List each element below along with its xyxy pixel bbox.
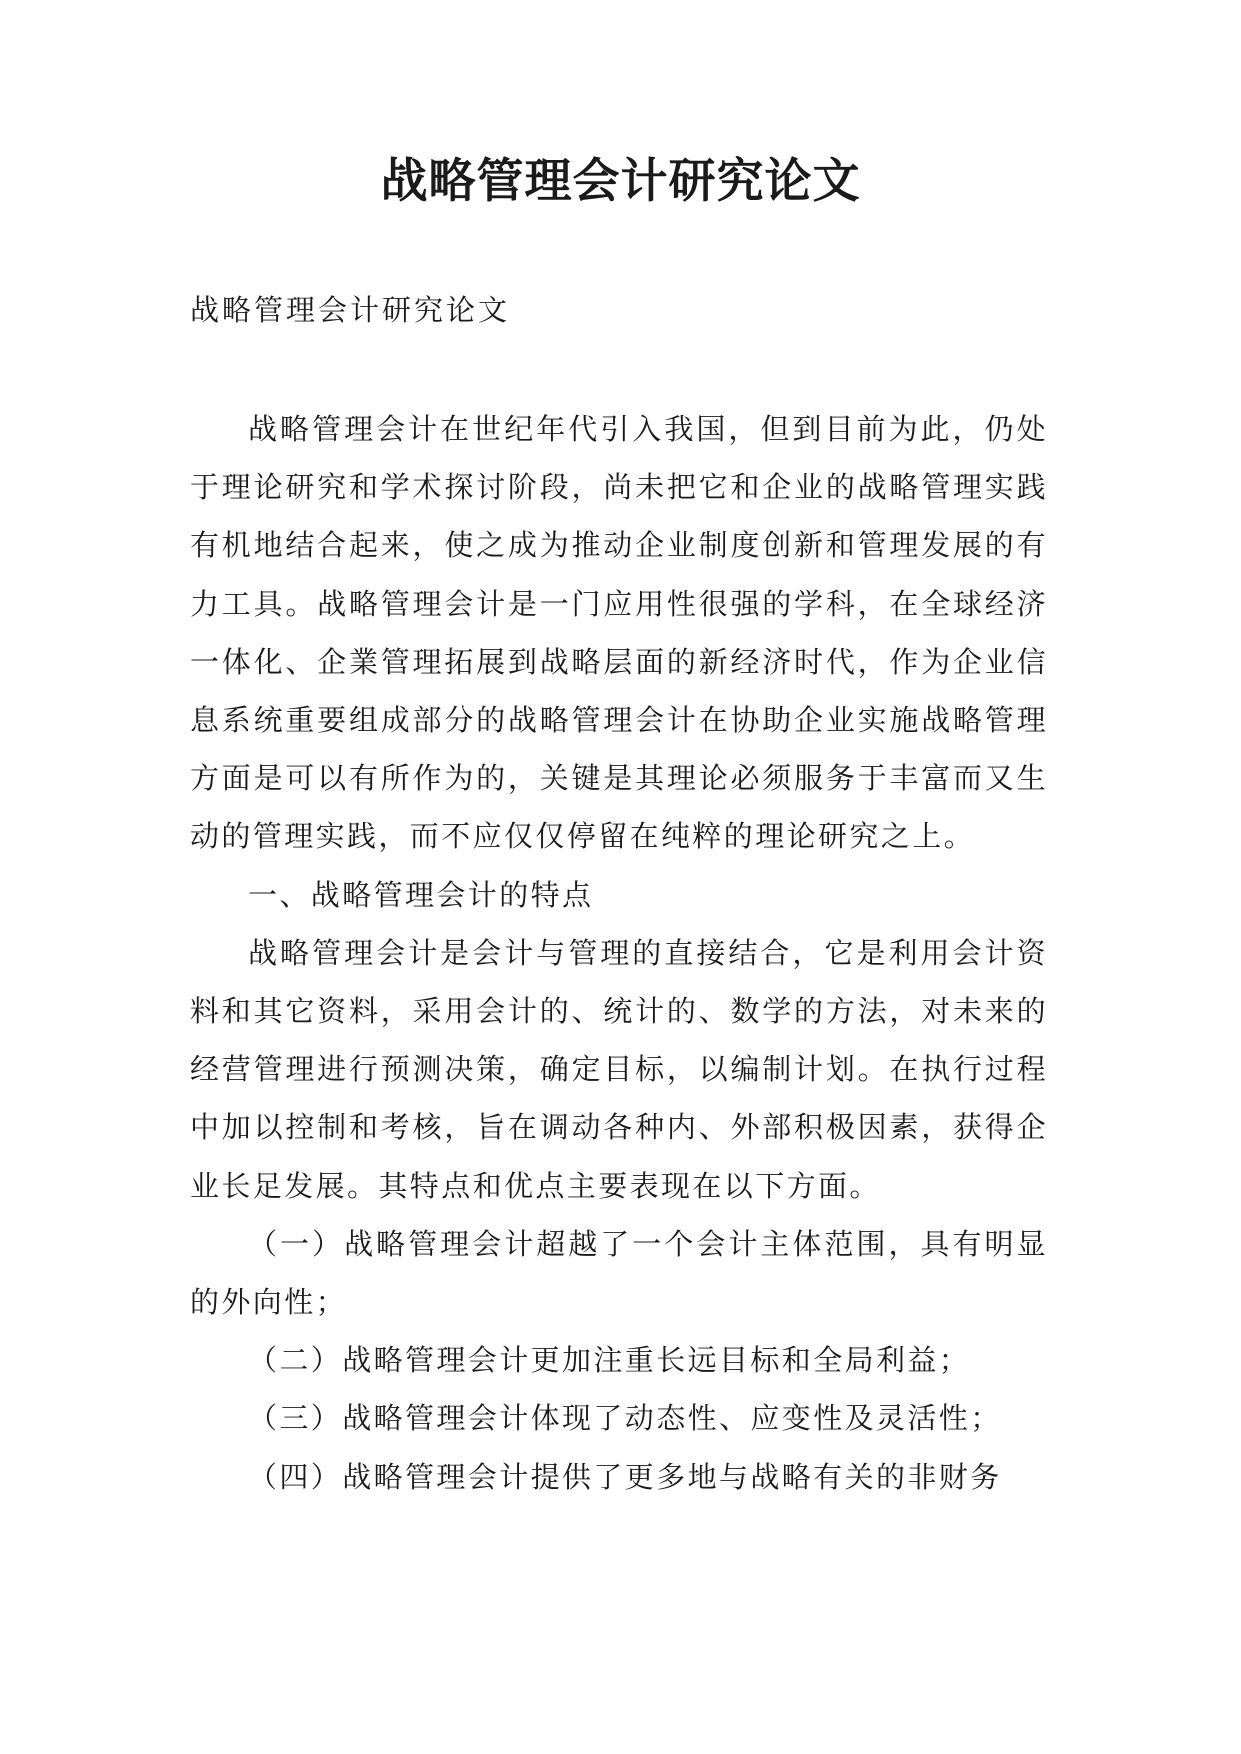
list-item-4: （四）战略管理会计提供了更多地与战略有关的非财务 [248, 1459, 1002, 1494]
section-heading: 一、战略管理会计的特点 [248, 877, 594, 912]
list-item-3: （三）战略管理会计体现了动态性、应变性及灵活性； [248, 1401, 1002, 1436]
list-item-2: （二）战略管理会计更加注重长远目标和全局利益； [248, 1343, 971, 1378]
paragraph-features: 战略管理会计是会计与管理的直接结合，它是利用会计资料和其它资料，采用会计的、统计的、数学的方法，对未来的经营管理进行预测决策，确定目标，以编制计划。在执行过程中加以控制和考核，旨在调动各种内、外部积极因素，获得企业长足发展。其特点和优点主要表现在以下方面。 [190, 935, 1048, 1203]
document-title: 战略管理会计研究论文 [380, 154, 861, 209]
paragraph-intro: 战略管理会计在世纪年代引入我国，但到目前为此，仍处于理论研究和学术探讨阶段，尚未把它和企业的战略管理实践有机地结合起来，使之成为推动企业制度创新和管理发展的有力工具。战略管理会计是一门应用性很强的学科，在全球经济一体化、企業管理拓展到战略层面的新经济时代，作为企业信息系统重要组成部分的战略管理会计在协助企业实施战略管理方面是可以有所作为的，关键是其理论必须服务于丰富而又生动的管理实践，而不应仅仅停留在纯粹的理论研究之上。 [190, 412, 1048, 854]
list-item-1: （一）战略管理会计超越了一个会计主体范围，具有明显的外向性； [190, 1226, 1048, 1320]
document-subtitle: 战略管理会计研究论文 [190, 293, 511, 327]
document-body [190, 400, 1048, 1506]
